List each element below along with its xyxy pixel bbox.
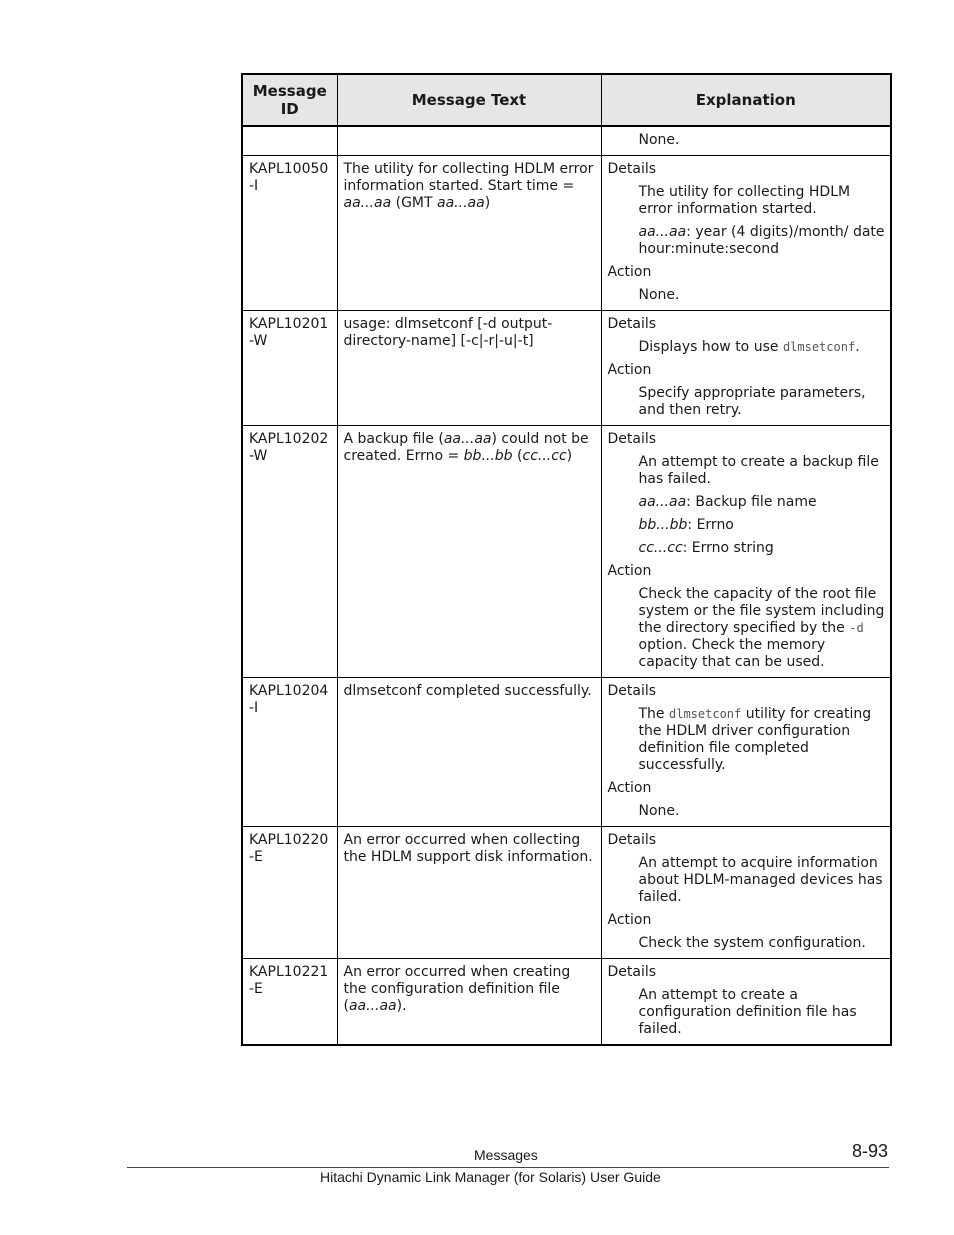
cell-message-id: [242, 959, 337, 1046]
message-id-suffix: -E: [249, 981, 263, 997]
action-text: Check the capacity of the root file system or the file system including the directory specified by the: [638, 586, 885, 636]
action-label: Action: [607, 362, 652, 378]
details-label: Details: [607, 683, 657, 699]
details-label: Details: [607, 161, 657, 177]
details-variable-line: [639, 540, 886, 557]
cell-message-text: [337, 426, 601, 678]
table-row: [242, 827, 891, 959]
cell-explanation: [601, 156, 891, 311]
cell-explanation: [601, 678, 891, 827]
footer-document-title: Hitachi Dynamic Link Manager (for Solaris) User Guide: [320, 1169, 661, 1185]
message-variable: bb...bb: [463, 448, 513, 464]
details-text: .: [855, 339, 860, 355]
details-variable: cc...cc: [638, 540, 683, 556]
message-id-suffix: -W: [249, 333, 268, 349]
details-line: [639, 706, 886, 774]
message-text: ).: [396, 998, 407, 1014]
details-variable: aa...aa: [638, 494, 687, 510]
cell-message-text: usage: dlmsetconf [-d output-directory-name] [-c|-r|-u|-t]: [337, 311, 601, 426]
message-id-suffix: -E: [249, 849, 263, 865]
details-line: [639, 339, 886, 356]
cell-text: [337, 126, 601, 156]
message-variable: aa...aa: [437, 195, 485, 211]
table-row: [242, 678, 891, 827]
message-id: KAPL10202: [249, 431, 329, 447]
table-row: [242, 426, 891, 678]
table-header-row: [242, 74, 891, 126]
message-id-suffix: -W: [249, 448, 268, 464]
message-text: An error occurred when creating the configuration definition file (: [343, 964, 571, 1014]
details-text: : Backup file name: [686, 494, 817, 510]
table-row: [242, 959, 891, 1046]
details-variable: bb...bb: [638, 517, 688, 533]
details-text: The utility for collecting HDLM error information started.: [638, 184, 851, 217]
table-row: [242, 311, 891, 426]
action-line: [639, 586, 886, 671]
message-text: (GMT: [391, 195, 438, 211]
action-text: option. Check the memory capacity that can be used.: [638, 637, 826, 670]
message-table: [241, 73, 892, 1046]
footer-section-name: Messages: [474, 1147, 538, 1163]
header-explanation: Explanation: [601, 74, 891, 126]
cell-id: [242, 126, 337, 156]
table-row: [242, 156, 891, 311]
action-text: None.: [638, 803, 680, 819]
header-message-text: Message Text: [337, 74, 601, 126]
message-id: KAPL10204: [249, 683, 329, 699]
action-text: None.: [638, 287, 680, 303]
details-text: Displays how to use: [638, 339, 783, 355]
message-text: ): [566, 448, 573, 464]
cell-message-id: [242, 156, 337, 311]
cell-explanation: [601, 126, 891, 156]
message-variable: aa...aa: [348, 998, 397, 1014]
details-variable: aa...aa: [638, 224, 687, 240]
message-id: KAPL10050: [249, 161, 329, 177]
message-id-suffix: -I: [249, 178, 259, 194]
message-variable: cc...cc: [522, 448, 567, 464]
cell-message-id: [242, 311, 337, 426]
message-text: ): [484, 195, 491, 211]
continuation-text: None.: [638, 132, 680, 148]
cell-message-id: [242, 827, 337, 959]
action-text: Specify appropriate parameters, and then retry.: [638, 385, 866, 418]
cell-message-text: [337, 156, 601, 311]
cell-message-id: [242, 426, 337, 678]
message-text: A backup file (: [343, 431, 444, 447]
cell-message-text: An error occurred when collecting the HDLM support disk information.: [337, 827, 601, 959]
details-text: : year (4 digits)/month/ date hour:minute:second: [638, 224, 885, 257]
action-label: Action: [607, 264, 652, 280]
cell-explanation: [601, 426, 891, 678]
message-text: (: [512, 448, 523, 464]
details-variable-line: [639, 517, 886, 534]
action-label: Action: [607, 912, 652, 928]
details-label: Details: [607, 832, 657, 848]
message-variable: aa...aa: [443, 431, 492, 447]
message-id: KAPL10201: [249, 316, 329, 332]
footer-divider: [127, 1167, 889, 1168]
cell-message-text: dlmsetconf completed successfully.: [337, 678, 601, 827]
details-text: The: [638, 706, 669, 722]
details-text: : Errno string: [682, 540, 774, 556]
option-name: -d: [849, 621, 864, 635]
message-id: KAPL10221: [249, 964, 329, 980]
header-message-id: Message ID: [242, 74, 337, 126]
details-text: utility for creating the HDLM driver configuration definition file completed successfully.: [638, 706, 872, 773]
page-number: 8-93: [851, 1141, 888, 1161]
cell-message-id: [242, 678, 337, 827]
cell-explanation: [601, 959, 891, 1046]
message-id: KAPL10220: [249, 832, 329, 848]
message-text: The utility for collecting HDLM error information started. Start time =: [343, 161, 594, 194]
command-name: dlmsetconf: [782, 340, 856, 354]
action-text: Check the system configuration.: [638, 935, 866, 951]
details-variable-line: [639, 494, 886, 511]
details-variable-line: [639, 224, 886, 258]
message-id-suffix: -I: [249, 700, 259, 716]
action-label: Action: [607, 563, 652, 579]
details-label: Details: [607, 964, 657, 980]
table-row-continuation: [242, 126, 891, 156]
details-text: An attempt to acquire information about HDLM-managed devices has failed.: [638, 855, 883, 905]
cell-message-text: [337, 959, 601, 1046]
details-text: An attempt to create a backup file has failed.: [638, 454, 879, 487]
message-variable: aa...aa: [343, 195, 392, 211]
details-text: : Errno: [687, 517, 734, 533]
details-label: Details: [607, 431, 657, 447]
details-label: Details: [607, 316, 657, 332]
message-text: ) could not be created. Errno =: [343, 431, 589, 464]
cell-explanation: [601, 311, 891, 426]
details-text: An attempt to create a configuration definition file has failed.: [638, 987, 857, 1037]
command-name: dlmsetconf: [669, 707, 742, 721]
cell-explanation: [601, 827, 891, 959]
action-label: Action: [607, 780, 652, 796]
